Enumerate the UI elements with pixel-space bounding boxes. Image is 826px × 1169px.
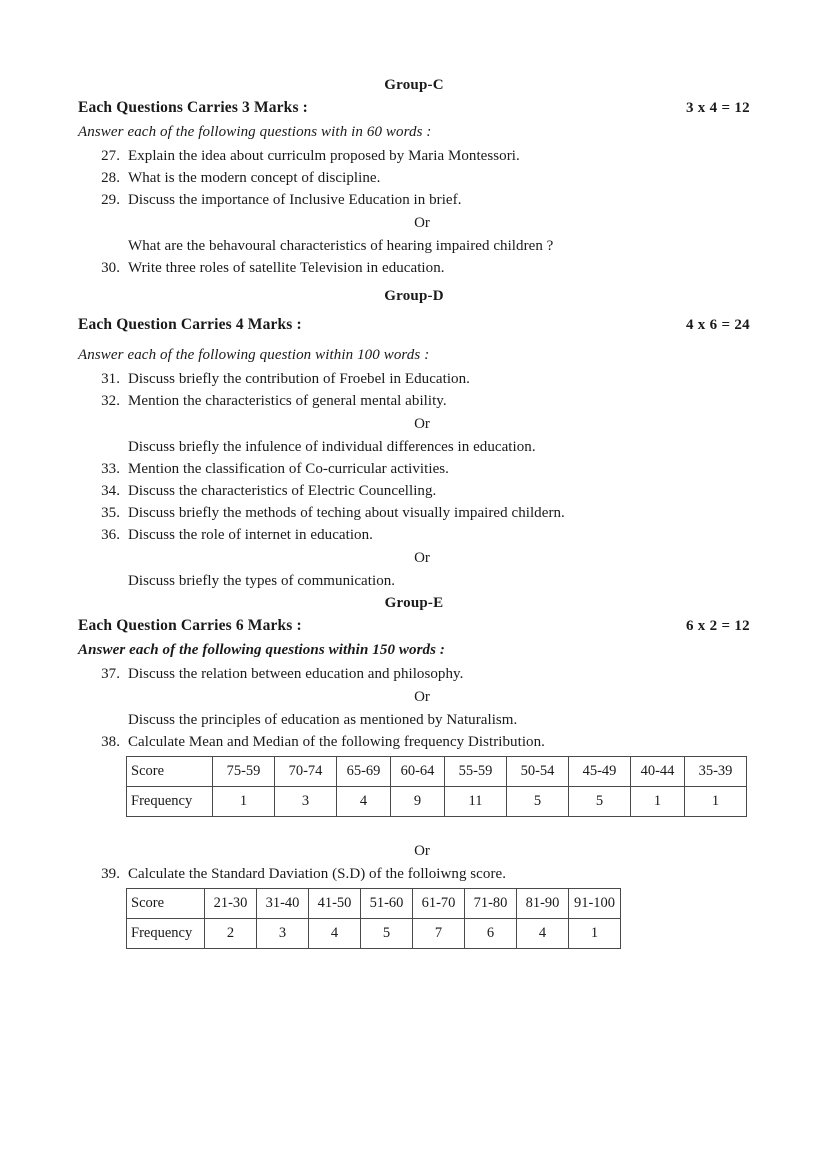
question-31-text: Discuss briefly the contribution of Froebel in Education. (128, 371, 470, 387)
marks-row-c (78, 96, 750, 120)
question-28 (78, 167, 750, 189)
question-27-text: Explain the idea about curriculm proposed by Maria Montessori. (128, 148, 520, 164)
or-separator-36: Or (414, 550, 430, 566)
question-36-text: Discuss the role of internet in education. (128, 527, 373, 543)
instruction-d: Answer each of the following question within 100 words : (78, 347, 430, 363)
table-38-score-2: 65-69 (337, 757, 391, 787)
question-29-alternative: What are the behavoural characteristics of hearing impaired children ? (128, 238, 554, 254)
question-32 (78, 390, 750, 412)
marks-lead-d: Each Question Carries 4 Marks : (78, 316, 302, 333)
instruction-e: Answer each of the following questions within 150 words : (78, 642, 446, 658)
question-32-alternative: Discuss briefly the infulence of individual differences in education. (128, 439, 536, 455)
marks-value-c: 3 x 4 = 12 (685, 100, 750, 116)
question-39-number: 39. (101, 866, 120, 882)
question-34 (78, 480, 750, 502)
question-28-number: 28. (101, 170, 120, 186)
question-36-alternative: Discuss briefly the types of communication. (128, 573, 396, 589)
question-36-number: 36. (101, 527, 120, 543)
question-38-text: Calculate Mean and Median of the following frequency Distribution. (128, 734, 545, 750)
table-38-frequency-6: 5 (569, 787, 631, 817)
table-39-row-label-frequency: Frequency (127, 919, 205, 949)
table-39-frequency-5: 6 (465, 919, 517, 949)
or-separator-29: Or (414, 215, 430, 231)
question-37 (78, 663, 750, 685)
table-row (127, 757, 747, 787)
marks-lead-c: Each Questions Carries 3 Marks : (78, 99, 308, 116)
question-36 (78, 524, 750, 546)
question-35-text: Discuss briefly the methods of teching about visually impaired childern. (128, 505, 565, 521)
table-38-score-7: 40-44 (631, 757, 685, 787)
table-39-score-3: 51-60 (361, 889, 413, 919)
table-39-score-2: 41-50 (309, 889, 361, 919)
question-29-number: 29. (101, 192, 120, 208)
question-29-text: Discuss the importance of Inclusive Education in brief. (128, 192, 462, 208)
instruction-c: Answer each of the following questions with in 60 words : (78, 124, 432, 140)
question-28-text: What is the modern concept of discipline. (128, 170, 381, 186)
table-38-wrapper (78, 756, 750, 817)
table-row (127, 889, 621, 919)
table-38-frequency-1: 3 (275, 787, 337, 817)
or-separator-38: Or (414, 843, 430, 859)
table-39-score-7: 91-100 (569, 889, 621, 919)
table-38-frequency-4: 11 (445, 787, 507, 817)
marks-lead-e: Each Question Carries 6 Marks : (78, 617, 302, 634)
question-33-text: Mention the classification of Co-curricular activities. (128, 461, 449, 477)
question-33 (78, 458, 750, 480)
table-38-score-6: 45-49 (569, 757, 631, 787)
marks-row-e (78, 614, 750, 638)
table-39-row-label-score: Score (127, 889, 205, 919)
question-37-text: Discuss the relation between education and philosophy. (128, 666, 464, 682)
table-38-frequency-3: 9 (391, 787, 445, 817)
marks-value-e: 6 x 2 = 12 (685, 618, 750, 634)
question-38-number: 38. (101, 734, 120, 750)
question-34-text: Discuss the characteristics of Electric Councelling. (128, 483, 437, 499)
frequency-table-39 (126, 888, 621, 949)
table-38-frequency-7: 1 (631, 787, 685, 817)
table-39-frequency-3: 5 (361, 919, 413, 949)
table-38-score-3: 60-64 (391, 757, 445, 787)
table-39-score-4: 61-70 (413, 889, 465, 919)
question-31-number: 31. (101, 371, 120, 387)
question-35-number: 35. (101, 505, 120, 521)
table-38-score-1: 70-74 (275, 757, 337, 787)
table-38-score-5: 50-54 (507, 757, 569, 787)
table-38-row-label-frequency: Frequency (127, 787, 213, 817)
page-content (78, 74, 750, 949)
table-39-score-5: 71-80 (465, 889, 517, 919)
table-row (127, 919, 621, 949)
table-row (127, 787, 747, 817)
table-38-score-4: 55-59 (445, 757, 507, 787)
table-38-score-8: 35-39 (685, 757, 747, 787)
table-39-score-0: 21-30 (205, 889, 257, 919)
table-38-frequency-8: 1 (685, 787, 747, 817)
table-39-score-1: 31-40 (257, 889, 309, 919)
marks-row-d (78, 313, 750, 337)
table-39-frequency-0: 2 (205, 919, 257, 949)
question-27-number: 27. (101, 148, 120, 164)
question-32-number: 32. (101, 393, 120, 409)
table-39-frequency-2: 4 (309, 919, 361, 949)
table-39-frequency-1: 3 (257, 919, 309, 949)
table-39-wrapper (78, 888, 750, 949)
or-separator-32: Or (414, 416, 430, 432)
question-30 (78, 257, 750, 279)
question-37-number: 37. (101, 666, 120, 682)
table-38-frequency-2: 4 (337, 787, 391, 817)
question-32-text: Mention the characteristics of general mental ability. (128, 393, 447, 409)
question-37-alternative: Discuss the principles of education as mentioned by Naturalism. (128, 712, 518, 728)
marks-value-d: 4 x 6 = 24 (685, 317, 750, 333)
question-27 (78, 145, 750, 167)
question-30-number: 30. (101, 260, 120, 276)
question-31 (78, 368, 750, 390)
group-heading-c: Group-C (384, 77, 444, 93)
question-33-number: 33. (101, 461, 120, 477)
table-39-frequency-4: 7 (413, 919, 465, 949)
group-heading-e: Group-E (384, 595, 444, 611)
table-39-score-6: 81-90 (517, 889, 569, 919)
question-29 (78, 189, 750, 211)
question-30-text: Write three roles of satellite Television in education. (128, 260, 445, 276)
or-separator-37: Or (414, 689, 430, 705)
question-35 (78, 502, 750, 524)
group-heading-d: Group-D (384, 288, 444, 304)
question-39 (78, 863, 750, 885)
table-38-frequency-0: 1 (213, 787, 275, 817)
table-38-score-0: 75-59 (213, 757, 275, 787)
table-38-row-label-score: Score (127, 757, 213, 787)
table-39-frequency-7: 1 (569, 919, 621, 949)
table-39-frequency-6: 4 (517, 919, 569, 949)
question-34-number: 34. (101, 483, 120, 499)
table-38-frequency-5: 5 (507, 787, 569, 817)
question-38 (78, 731, 750, 753)
question-39-text: Calculate the Standard Daviation (S.D) of the folloiwng score. (128, 866, 506, 882)
frequency-table-38 (126, 756, 747, 817)
